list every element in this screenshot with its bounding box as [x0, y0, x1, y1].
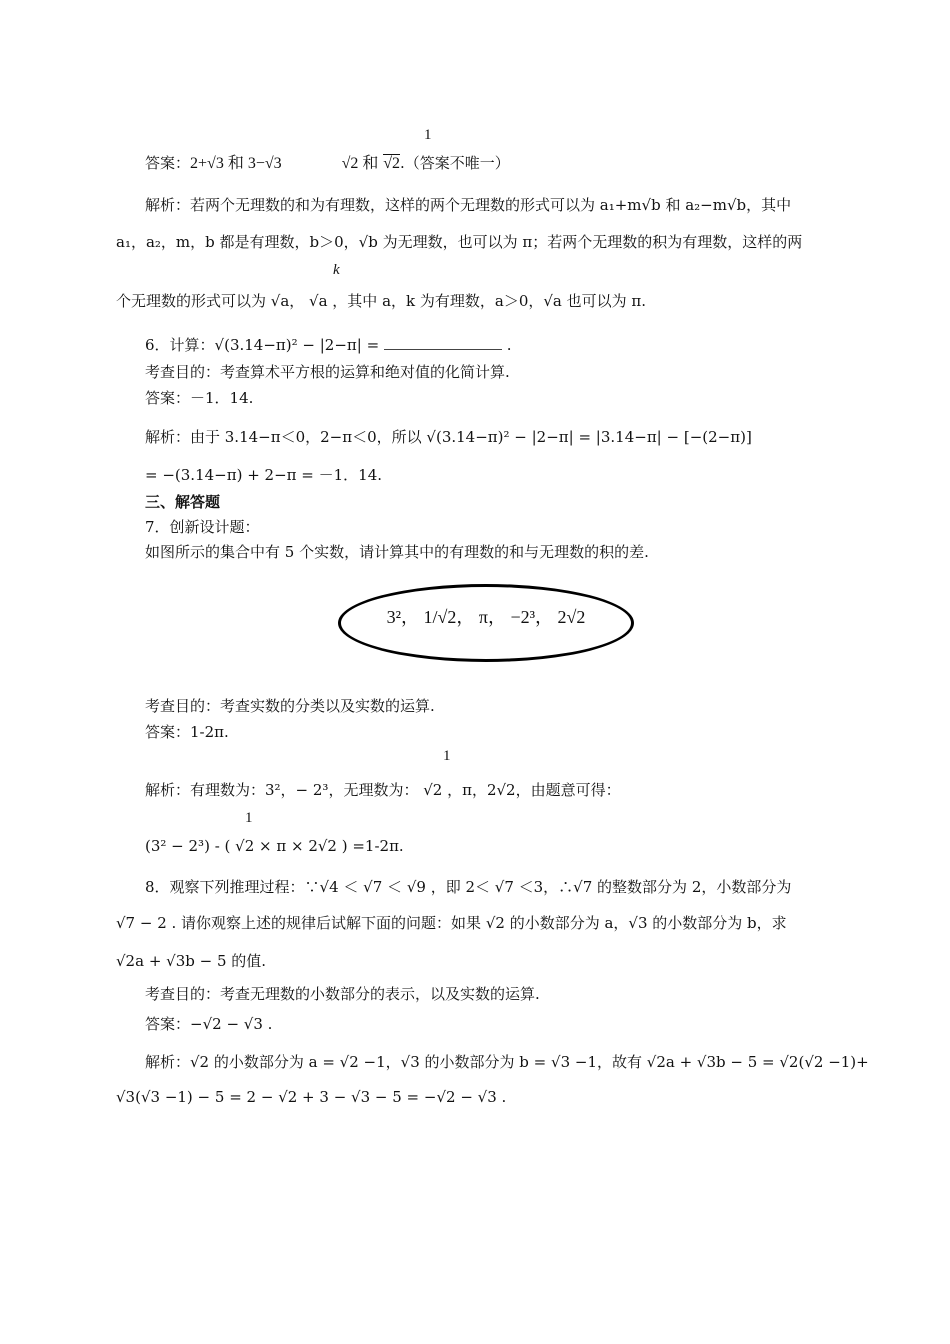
q5-answer-line: [145, 153, 510, 174]
q7-analysis-line-2: (3² − 2³) - ( √2 × π × 2√2 ) =1-2π.: [145, 837, 404, 855]
q5-analysis-line-3: 个无理数的形式可以为 √a， √a ，其中 a，k 为有理数，a＞0，√a 也可以为 π.: [116, 292, 647, 310]
q8-analysis-line-2: √3(√3 −1) − 5 = 2 − √2 + 3 − √3 − 5 = −√2 − √3 .: [116, 1088, 507, 1106]
q8-line-3: √2a + √3b − 5 的值.: [116, 952, 267, 970]
q6-purpose: 考查目的：考查算术平方根的运算和绝对值的化简计算.: [145, 363, 510, 381]
q8-analysis-line-1: 解析：√2 的小数部分为 a = √2 −1，√3 的小数部分为 b = √3 −1，故有 √2a + √3b − 5 = √2(√2 −1)+: [145, 1053, 869, 1071]
q8-line-1: 8．观察下列推理过程：∵√4 ＜ √7 ＜ √9 ，即 2＜ √7 ＜3，∴√7 的整数部分为 2，小数部分为: [145, 878, 792, 896]
q8-line-2: √7 − 2 . 请你观察上述的规律后试解下面的问题：如果 √2 的小数部分为 a，√3 的小数部分为 b，求: [116, 914, 787, 932]
q6-analysis-line-2: = −(3.14−π) + 2−π = －1．14.: [145, 466, 383, 484]
answer-pair-1: 2+√3 和 3−√3: [190, 155, 282, 172]
q6-title-text: 6．计算：√(3.14−π)² − |2−π| =: [145, 336, 384, 354]
q7-analysis-line-1: 解析：有理数为：3²，− 2³，无理数为： √2 ，π，2√2，由题意可得：: [145, 781, 621, 799]
answer-fraction-denominator: √2: [383, 155, 400, 172]
q7-title: 7．创新设计题：: [145, 518, 260, 536]
q6-analysis-line-1: 解析：由于 3.14−π＜0，2−π＜0，所以 √(3.14−π)² − |2−π| = |3.14−π| − [−(2−π)]: [145, 428, 752, 446]
q6-answer: 答案：－1．14.: [145, 389, 254, 407]
answer-blank: [384, 335, 502, 350]
q7-prompt: 如图所示的集合中有 5 个实数，请计算其中的有理数的和与无理数的积的差.: [145, 543, 649, 561]
q7-fraction-numerator-2: 1: [245, 810, 253, 826]
q8-answer: 答案：−√2 − √3 .: [145, 1015, 273, 1033]
q5-analysis-line-2: a₁，a₂，m，b 都是有理数，b＞0，√b 为无理数，也可以为 π；若两个无理数的积为有理数，这样的两: [116, 233, 803, 251]
answer-note: .（答案不唯一）: [400, 154, 510, 172]
answer-fraction-numerator: 1: [424, 127, 432, 143]
q5-analysis-line-1: 解析：若两个无理数的和为有理数，这样的两个无理数的形式可以为 a₁+m√b 和 a₂−m√b，其中: [145, 196, 792, 214]
q6-title: 6．计算：√(3.14−π)² − |2−π| = .: [145, 336, 512, 354]
q7-answer: 答案：1-2π.: [145, 723, 229, 741]
q8-purpose: 考查目的：考查无理数的小数部分的表示，以及实数的运算.: [145, 985, 540, 1003]
section-heading: 三、解答题: [145, 493, 221, 511]
set-items: 3²， 1/√2， π， −2³， 2√2: [386, 607, 586, 627]
q7-fraction-numerator-1: 1: [443, 748, 451, 764]
answer-label: 答案：: [145, 154, 191, 172]
answer-pair-2: √2 和: [341, 155, 379, 172]
analysis-fraction-numerator: k: [333, 262, 340, 278]
q7-purpose: 考查目的：考查实数的分类以及实数的运算.: [145, 697, 435, 715]
